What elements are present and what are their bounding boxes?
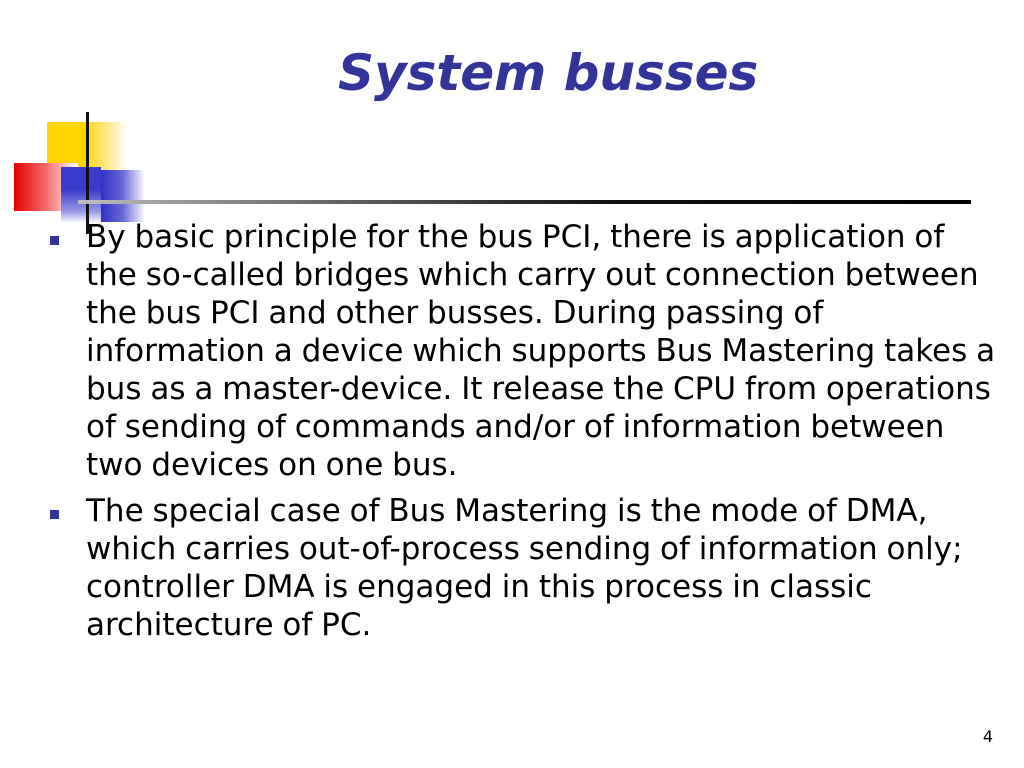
slide-number: 4 bbox=[982, 727, 993, 746]
bullet-item bbox=[50, 218, 1000, 484]
square-bullet-icon bbox=[50, 510, 59, 519]
bullet-item bbox=[50, 492, 1000, 644]
blue-decor-block-right bbox=[101, 170, 145, 222]
square-bullet-icon bbox=[50, 236, 59, 245]
title-underline-rule bbox=[78, 200, 971, 204]
bullet-text: The special case of Bus Mastering is the mode of DMA, which carries out-of-process sending of information only; controller DMA is engaged in this process in classic architecture of PC. bbox=[86, 493, 963, 643]
bullet-text: By basic principle for the bus PCI, there is application of the so-called bridges which carry out connection between the bus PCI and other busses. During passing of information a device which supports Bus Mastering takes a bus as a master-device. It release the CPU from operations of sending of commands and/or of information between two devices on one bus. bbox=[86, 219, 996, 483]
blue-decor-block-left bbox=[61, 167, 101, 223]
vertical-rule bbox=[86, 112, 89, 234]
slide-title: System busses bbox=[338, 44, 759, 102]
bullet-list bbox=[50, 218, 1000, 652]
